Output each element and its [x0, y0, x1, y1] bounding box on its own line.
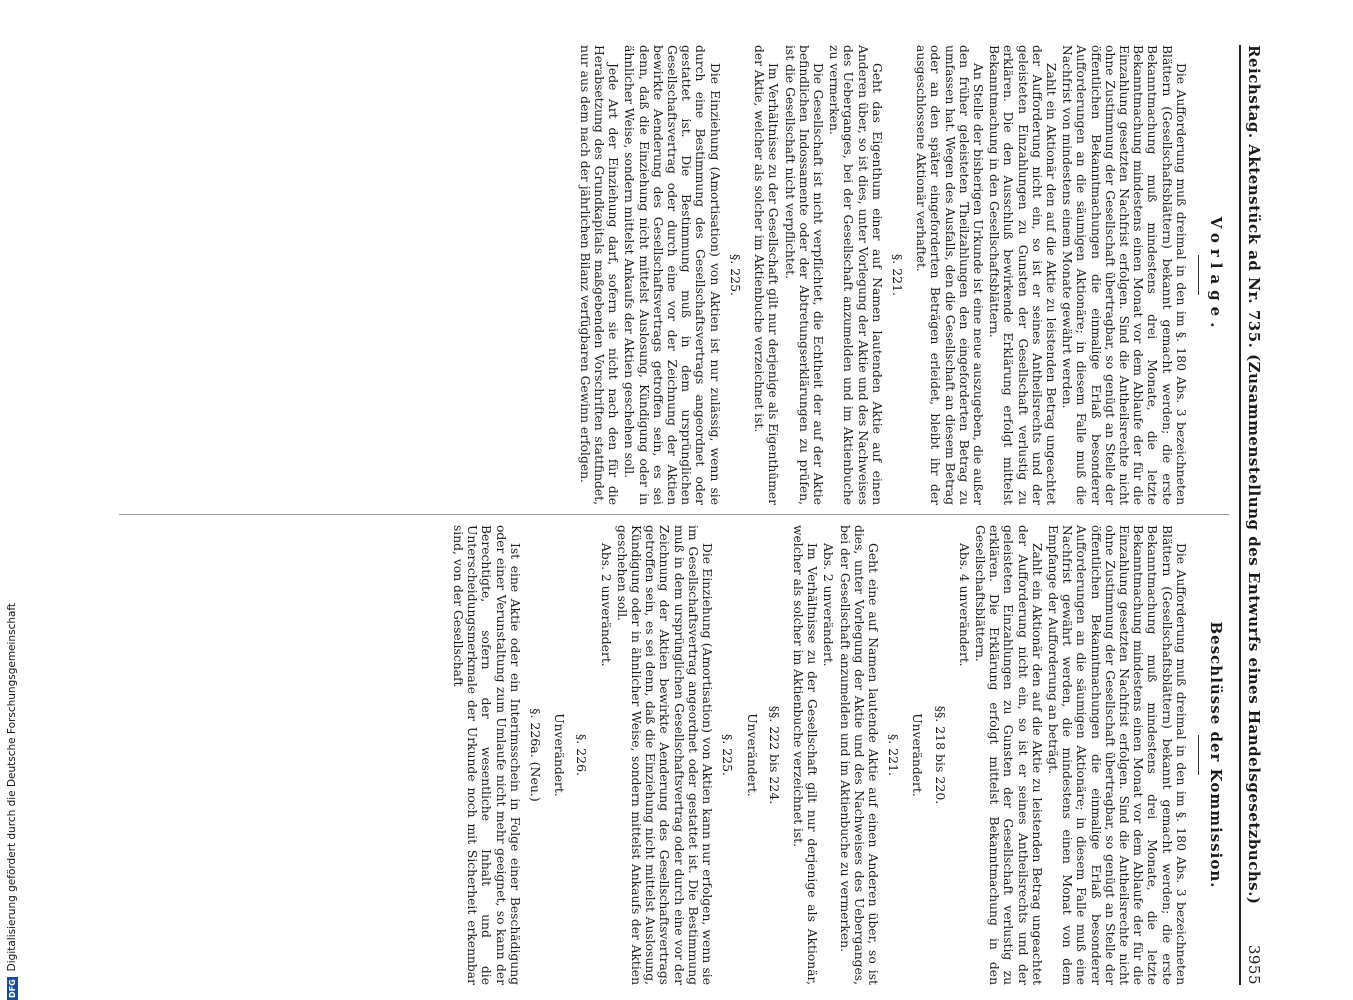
unchanged-note: Unverändert.	[552, 713, 567, 797]
left-paragraph: Die Gesellschaft ist nicht verpflichtet, die Echtheit der auf der Aktie befindlichen Indossamente oder der Abtretungserklärungen zu prüfen, ist die Gesellschaft nicht verpflichtet.	[782, 45, 825, 505]
section-number: §. 226.	[574, 733, 590, 777]
page-content	[93, 45, 1273, 985]
paragraph-note: Abs. 2 unverändert.	[821, 543, 836, 667]
left-heading: Vorlage.	[1207, 216, 1225, 334]
left-paragraph: Im Verhältnisse zu der Gesellschaft gilt nur derjenige als Eigenthümer der Aktie, welcher als solcher im Aktienbuche verzeichnet ist.	[752, 45, 781, 505]
section-number: §§. 222 bis 224.	[766, 705, 782, 805]
right-paragraph: Ist eine Aktie oder ein Interimsschein in Folge einer Beschädigung oder einer Verunstaltung zum Umlaufe nicht mehr geeignet, so kann der Berechtigte, sofern der wesentliche Inhalt und die Unterscheidungsmerkmale der Urkunde noch mit Sicherheit erkennbar sind, von der Gesellschaft	[451, 525, 522, 985]
divider	[1198, 255, 1199, 295]
credit-text: Digitalisierung gefördert durch die Deutsche Forschungsgemeinschaft	[6, 602, 18, 972]
unchanged-note: Unverändert.	[744, 713, 759, 797]
right-paragraph: Die Einziehung (Amortisation) von Aktien kann nur erfolgen, wenn sie im Gesellschaftsvertrag angeordnet oder gestattet ist. Die Bestimmung muß in dem ursprünglichen Gesellschaftsvertrag oder durch eine vor der Zeichnung der Aktien bewirkte Aenderung des Gesellschaftsvertrags getroffen sein, es sei denn, daß die Einziehung nicht mittelst Auslosung, Kündigung oder in ähnlicher Weise, sondern mittelst Ankaufs der Aktien geschehen soll.	[614, 525, 715, 985]
section-number: §. 221.	[889, 253, 905, 297]
paragraph-note: Abs. 2 unverändert.	[598, 543, 613, 667]
right-paragraph: Die Aufforderung muß dreimal in den im §. 180 Abs. 3 bezeichneten Blättern (Gesellschaftsblättern) bekannt gemacht werden; die erste Bekanntmachung muß mindestens drei Monate, die letzte Bekanntmachung mindestens einen Monat vor dem Ablaufe der für die Einzahlung gesetzten Nachfrist erfolgen. Sind die Antheilsrechte nicht ohne Zustimmung der Gesellschaft übertragbar, so genügt an Stelle der öffentlichen Bekanntmachungen die einmalige Erlaß besonderer Aufforderungen an die säumigen Aktionäre; in diesem Falle muß eine Nachfrist gewährt werden, die mindestens einen Monat von dem Empfange der Aufforderung an beträgt.	[1045, 525, 1188, 985]
column-divider	[119, 514, 1229, 515]
section-number: §. 225.	[720, 733, 736, 777]
left-paragraph: Geht das Eigenthum einer auf Namen lautenden Aktie auf einen Anderen über, so ist dies, unter Vorlegung der Aktie und des Nachweises des Ueberganges, bei der Gesellschaft anzumelden und im Aktienbuche zu vermerken.	[827, 45, 884, 505]
right-paragraph: Zahlt ein Aktionär den auf die Aktie zu leistenden Betrag ungeachtet der Aufforderung nicht ein, so ist er seines Antheilsrechts und der geleisteten Einzahlungen zu Gunsten der Gesellschaft verlustig zu erklären. Die Erklärung erfolgt mittelst Bekanntmachung in den Gesellschaftsblättern.	[972, 525, 1044, 985]
section-number: §. 225.	[727, 253, 743, 297]
divider	[1198, 735, 1199, 775]
left-paragraph: Die Aufforderung muß dreimal in den im §. 180 Abs. 3 bezeichneten Blättern (Gesellschaftsblättern) bekannt gemacht werden; die erste Bekanntmachung muß mindestens drei Monate, die letzte Bekanntmachung mindestens einen Monat vor dem Ablaufe der für die Einzahlung gesetzten Nachfrist erfolgen. Sind die Antheilsrechte nicht ohne Zustimmung der Gesellschaft übertragbar, so genügt an Stelle der öffentlichen Bekanntmachungen die einmalige Erlaß besonderer Aufforderungen an die säumigen Aktionäre; in diesem Falle muß die Nachfrist von mindestens einem Monate gewährt werden.	[1060, 45, 1188, 505]
right-heading: Beschlüsse der Kommission.	[1207, 621, 1225, 889]
left-paragraph: Jede Art der Einziehung darf, sofern sie nicht nach den für die Herabsetzung des Grundkapitals maßgebenden Vorschriften stattfindet, nur aus dem nach der jährlichen Bilanz verfügbaren Gewinn erfolgen.	[577, 45, 621, 505]
section-number: §§. 218 bis 220.	[932, 705, 948, 805]
left-paragraph: Die Einziehung (Amortisation) von Aktien ist nur zulässig, wenn sie durch eine Bestimmung des Gesellschaftsvertrags angeordnet oder gestattet ist. Die Bestimmung muß in dem ursprünglichen Gesellschaftsvertrag oder durch eine vor der Zeichnung der Aktien bewirkte Aenderung des Gesellschaftsvertrags getroffen sein, es sei denn, daß die Einziehung nicht mittelst Auslosung, Kündigung oder in ähnlicher Weise, sondern mittelst Ankaufs der Aktien geschehen soll.	[622, 45, 722, 505]
unchanged-note: Unverändert.	[910, 713, 925, 797]
left-paragraph: An Stelle der bisherigen Urkunde ist eine neue auszugeben, die außer den früher geleisteten Theilzahlungen den eingeforderten Betrag zu umfassen hat. Wegen des Ausfalls, den die Gesellschaft an diesem Betrag oder an den später eingeforderten Beträgen erleidet, bleibt ihr der ausgeschlossene Aktionär verhaftet.	[914, 45, 985, 505]
funding-credit	[2, 0, 22, 1000]
page-number: 3955	[1245, 944, 1263, 985]
running-header	[1239, 45, 1273, 985]
header-title: Reichstag. Aktenstück ad Nr. 735. (Zusammenstellung des Entwurfs eines Handelsgesetzbuchs.)	[1245, 45, 1263, 905]
right-column	[109, 525, 1229, 985]
paragraph-note: Abs. 4 unverändert.	[956, 543, 971, 667]
right-paragraph: Geht eine auf Namen lautende Aktie auf einen Anderen über, so ist dies, unter Vorlegung der Aktie und des Nachweises des Ueberganges, bei der Gesellschaft anzumelden und im Aktienbuche zu vermerken.	[837, 525, 880, 985]
dfg-logo: DFG	[7, 979, 17, 998]
section-number: §. 221.	[886, 733, 902, 777]
section-number: §. 226a. (Neu.)	[528, 708, 544, 802]
left-column	[109, 45, 1229, 505]
left-paragraph: Zahlt ein Aktionär den auf die Aktie zu leistenden Betrag ungeachtet der Aufforderung nicht ein, so ist er seines Antheilsrechts und der geleisteten Einzahlungen zu Gunsten der Gesellschaft verlustig zu erklären. Die den Ausschluß bewirkende Erklärung erfolgt mittelst Bekanntmachung in den Gesellschaftsblättern.	[987, 45, 1058, 505]
right-paragraph: Im Verhältnisse zu der Gesellschaft gilt nur derjenige als Aktionär, welcher als solcher im Aktienbuche verzeichnet ist.	[790, 525, 820, 985]
